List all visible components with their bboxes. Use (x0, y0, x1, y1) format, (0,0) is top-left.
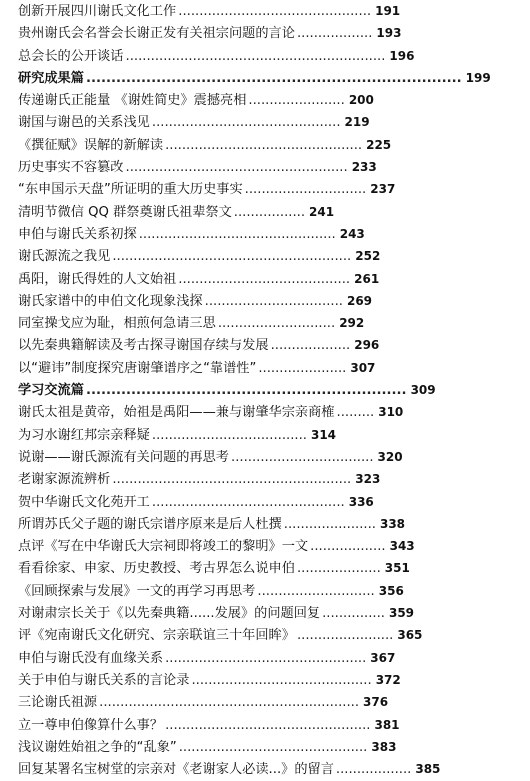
leader-dots: ......................................... (178, 271, 351, 287)
toc-entry-title: 《撰征赋》误解的新解读 (18, 137, 164, 153)
toc-page-number: 193 (376, 26, 402, 41)
leader-dots: ....................... (248, 93, 345, 109)
toc-entry-title: 谢氏家谱中的申伯文化现象浅探 (18, 293, 203, 309)
table-of-contents (18, 0, 524, 780)
toc-page-number: 356 (378, 583, 404, 598)
leader-dots: .................. (335, 762, 412, 778)
toc-entry-title: 点评《写在中华谢氏大宗祠即将竣工的黎明》一文 (18, 539, 309, 555)
leader-dots: ......................................................... (112, 249, 352, 265)
toc-page-number: 307 (350, 360, 376, 375)
toc-page-number: 383 (371, 739, 397, 754)
toc-entry-title: 老谢家源流辨析 (18, 472, 111, 488)
toc-entry (18, 736, 524, 758)
toc-page-number: 323 (355, 472, 381, 487)
toc-entry (18, 111, 524, 133)
toc-page-number: 367 (370, 650, 396, 665)
toc-entry (18, 468, 524, 490)
toc-entry (18, 89, 524, 111)
toc-entry (18, 446, 524, 468)
toc-entry (18, 669, 524, 691)
leader-dots: ..................................... (151, 427, 307, 443)
toc-page-number: 365 (397, 628, 423, 643)
toc-entry (18, 401, 524, 423)
toc-page-number: 320 (377, 449, 403, 464)
toc-page-number: 336 (348, 494, 374, 509)
toc-page-number: 237 (370, 182, 396, 197)
leader-dots: ................................................. (165, 717, 371, 733)
toc-entry-title: 谢氏源流之我见 (18, 249, 111, 265)
toc-entry-title: 对谢肃宗长关于《以先秦典籍......发展》的问题回复 (18, 606, 321, 622)
leader-dots: .................................. (231, 449, 374, 465)
toc-entry (18, 513, 524, 535)
leader-dots: .............................................. (151, 494, 345, 510)
toc-page-number: 343 (389, 539, 415, 554)
toc-entry-title: 浅议谢姓始祖之争的“乱象” (18, 739, 177, 755)
toc-entry-title: 研究成果篇 (18, 70, 84, 86)
leader-dots: ................... (270, 338, 351, 354)
leader-dots: ................................................................ (85, 383, 407, 399)
leader-dots: ............................ (257, 583, 375, 599)
toc-page-number: 338 (379, 516, 406, 531)
toc-page-number: 241 (309, 204, 335, 219)
leader-dots: ......... (336, 405, 375, 421)
toc-entry (18, 647, 524, 669)
toc-entry-title: 禹阳，谢氏得姓的人文始祖 (18, 271, 177, 287)
toc-page-number: 309 (410, 383, 436, 398)
leader-dots: .............................................................. (125, 48, 386, 64)
toc-page-number: 199 (465, 70, 491, 85)
toc-entry (18, 0, 524, 22)
toc-entry (18, 178, 524, 200)
leader-dots: ............................................... (138, 226, 336, 242)
toc-entry (18, 268, 524, 290)
toc-page-number: 269 (346, 293, 373, 308)
toc-page-number: 261 (354, 271, 380, 286)
toc-entry (18, 156, 524, 178)
leader-dots: .............................................. (178, 4, 372, 19)
toc-page-number: 381 (374, 717, 400, 732)
leader-dots: ..................... (258, 360, 347, 376)
toc-page-number: 296 (354, 338, 380, 353)
toc-entry-title: 总会长的公开谈话 (18, 48, 124, 64)
toc-entry (18, 535, 524, 557)
toc-entry-title: 贵州谢氏会名誉会长谢正发有关祖宗问题的言论 (18, 26, 295, 42)
toc-entry-title: 关于申伯与谢氏关系的言论录 (18, 672, 190, 688)
toc-page-number: 200 (348, 93, 374, 108)
toc-entry (18, 714, 524, 736)
toc-page-number: 385 (415, 762, 441, 777)
leader-dots: ......................................................... (112, 472, 352, 488)
section-heading (18, 67, 524, 89)
toc-entry (18, 290, 524, 312)
toc-entry-title: 看看徐家、申家、历史教授、考古界怎么说申伯 (18, 561, 295, 577)
leader-dots: .................... (296, 561, 381, 577)
toc-entry-title: 清明节微信 QQ 群祭奠谢氏祖辈祭文 (18, 204, 232, 220)
leader-dots: ............................. (244, 182, 367, 198)
toc-entry-title: 为习水谢红邦宗亲释疑 (18, 427, 150, 443)
toc-entry (18, 491, 524, 513)
toc-entry (18, 758, 524, 780)
toc-entry (18, 334, 524, 356)
toc-entry-title: 立一尊申伯像算什么事？ (18, 717, 164, 733)
toc-entry (18, 22, 524, 44)
toc-page-number: 314 (310, 427, 337, 442)
toc-entry (18, 45, 524, 67)
toc-entry-title: 《回顾探索与发展》一文的再学习再思考 (18, 583, 256, 599)
toc-entry (18, 134, 524, 156)
toc-entry-title: 同室操戈应为耻，相煎何急请三思 (18, 316, 216, 332)
toc-page-number: 191 (375, 4, 401, 18)
toc-page-number: 219 (344, 115, 370, 130)
leader-dots: ............................ (217, 316, 336, 332)
toc-entry-title: 学习交流篇 (18, 383, 84, 399)
toc-entry-title: 贺中华谢氏文化苑开工 (18, 494, 150, 510)
leader-dots: ........................................... (191, 672, 372, 688)
toc-page-number: 225 (366, 137, 392, 152)
leader-dots: ................................................ (165, 650, 367, 666)
toc-entry-title: 以“避讳”制度探究唐谢肇谱序之“靠谱性” (18, 360, 257, 376)
leader-dots: ................. (233, 204, 306, 220)
leader-dots: ............................................... (165, 137, 363, 153)
toc-entry (18, 557, 524, 579)
leader-dots: ............................................. (151, 115, 341, 131)
toc-entry (18, 201, 524, 223)
toc-entry (18, 691, 524, 713)
toc-entry-title: 申伯与谢氏没有血缘关系 (18, 650, 164, 666)
leader-dots: ........................................................................... (85, 70, 462, 86)
toc-page-number: 351 (384, 561, 410, 576)
leader-dots: .................. (310, 539, 386, 555)
toc-page-number: 376 (363, 695, 389, 710)
toc-page-number: 372 (375, 672, 401, 687)
toc-page-number: 359 (388, 606, 415, 621)
toc-entry-title: 说谢——谢氏源流有关问题的再思考 (18, 449, 229, 465)
leader-dots: .................. (296, 26, 373, 42)
leader-dots: ............................................. (178, 739, 368, 755)
toc-entry-title: 三论谢氏祖源 (18, 695, 98, 711)
toc-entry-title: 传递谢氏正能量 《谢姓简史》震撼亮相 (18, 93, 247, 109)
toc-entry-title: 历史事实不容篡改 (18, 160, 124, 176)
toc-entry-title: 谢氏太祖是黄帝，始祖是禹阳——兼与谢肇华宗亲商榷 (18, 405, 335, 421)
leader-dots: ....................... (296, 628, 394, 644)
leader-dots: .............................................................. (99, 695, 360, 711)
toc-page-number: 310 (378, 405, 404, 420)
leader-dots: ..................................................... (125, 160, 348, 176)
toc-page-number: 196 (389, 48, 415, 63)
toc-entry (18, 312, 524, 334)
toc-entry-title: 以先秦典籍解读及考古探寻谢国存续与发展 (18, 338, 269, 354)
toc-page-number: 252 (355, 249, 381, 264)
toc-entry-title: 申伯与谢氏关系初探 (18, 226, 137, 242)
toc-page-number: 292 (339, 316, 365, 331)
toc-entry (18, 602, 524, 624)
toc-entry-title: “东申国示天盘”所证明的重大历史事实 (18, 182, 243, 198)
leader-dots: ................................. (204, 293, 343, 309)
toc-page-number: 233 (351, 160, 377, 175)
toc-entry-title: 创新开展四川谢氏文化工作 (18, 4, 177, 19)
toc-entry-title: 评《宛南谢氏文化研究、宗亲联谊三十年回眸》 (18, 628, 295, 644)
toc-entry-title: 谢国与谢邑的关系浅见 (18, 115, 150, 131)
toc-entry (18, 624, 524, 646)
toc-entry-title: 所谓苏氏父子题的谢氏宗谱序原来是后人杜撰 (18, 516, 282, 532)
section-heading (18, 379, 524, 401)
toc-entry (18, 223, 524, 245)
toc-page-number: 243 (339, 226, 365, 241)
toc-entry-title: 回复某署名宝树堂的宗亲对《老谢家人必读...》的留言 (18, 762, 334, 778)
toc-entry (18, 580, 524, 602)
toc-entry (18, 245, 524, 267)
toc-entry (18, 357, 524, 379)
leader-dots: ...................... (283, 516, 376, 532)
toc-entry (18, 424, 524, 446)
leader-dots: ............... (322, 606, 385, 622)
